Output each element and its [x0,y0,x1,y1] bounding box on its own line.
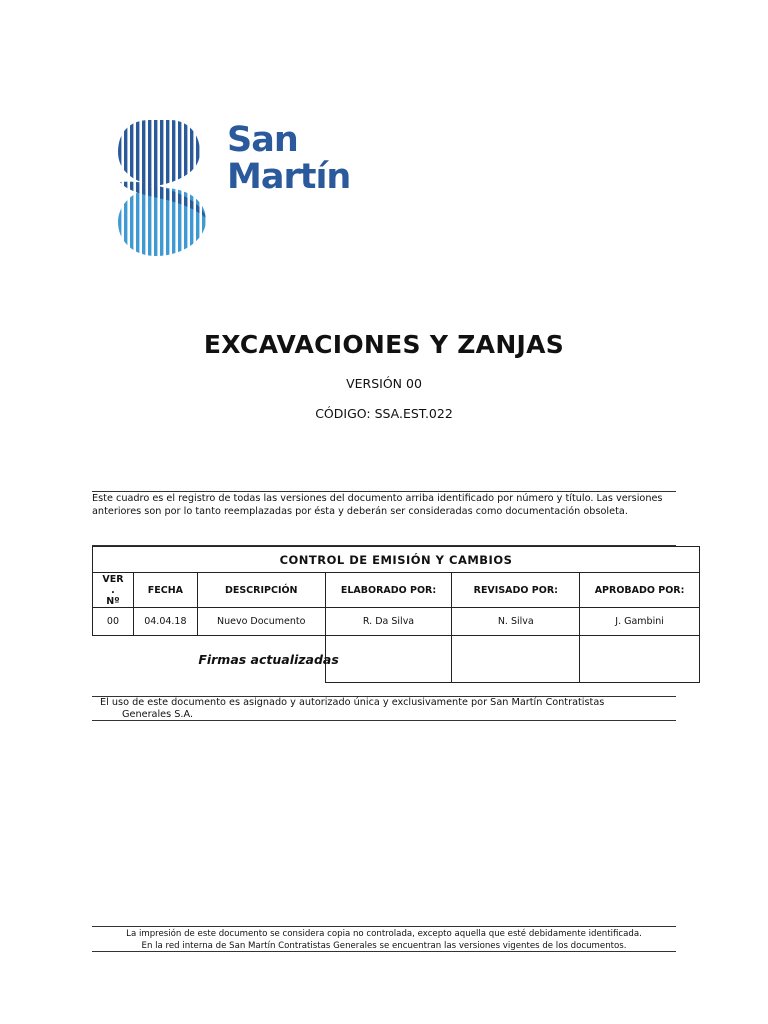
logo-wordmark [227,122,350,196]
logo-line-2: Martín [227,157,351,197]
cell-elaborado: R. Da Silva [325,608,452,636]
footer-notice [92,928,676,952]
document-code: CÓDIGO: SSA.EST.022 [315,406,453,421]
logo-mark-icon [112,116,212,258]
signatures-label-text: Firmas actualizadas [198,651,339,667]
header-ver [93,573,134,608]
table-row [93,608,700,636]
usage-line-2: Generales S.A. [122,709,194,720]
divider [92,491,676,492]
cell-ver: 00 [93,608,134,636]
cell-revisado: N. Silva [452,608,580,636]
divider [92,926,676,927]
cell-descripcion: Nuevo Documento [197,608,325,636]
signature-box-elaborado [325,636,452,683]
divider [92,720,676,721]
usage-line-1: El uso de este documento es asignado y autorizado única y exclusivamente por San Martín Contratistas [100,697,605,708]
emission-control-table [92,546,700,683]
cell-aprobado: J. Gambini [580,608,700,636]
cell-fecha: 04.04.18 [133,608,197,636]
usage-notice [100,697,670,721]
footer-line-1: La impresión de este documento se considera copia no controlada, excepto aquella que esté debidamente identificada. [126,929,642,939]
divider [92,951,676,952]
document-title: EXCAVACIONES Y ZANJAS [203,330,565,359]
signature-box-revisado [452,636,580,683]
header-fecha: FECHA [133,573,197,608]
header-ver-line-2: . [111,584,115,596]
logo-line-1: San [227,120,298,160]
header-elaborado: ELABORADO POR: [325,573,452,608]
company-logo [112,116,372,258]
header-aprobado: APROBADO POR: [580,573,700,608]
table-header-row [93,573,700,608]
header-ver-line-3: Nº [106,595,120,607]
header-ver-line-1: VER [102,573,124,585]
signature-box-aprobado [580,636,700,683]
table-title: CONTROL DE EMISIÓN Y CAMBIOS [93,547,700,573]
signatures-row [93,636,700,683]
footer-line-2: En la red interna de San Martín Contratistas Generales se encuentran las versiones vigentes de los documentos. [141,941,627,951]
intro-text: Este cuadro es el registro de todas las versiones del documento arriba identificado por número y título. Las versiones anteriores son por lo tanto reemplazadas por ésta y deberán ser consideradas como documentación obsoleta. [92,493,663,517]
header-revisado: REVISADO POR: [452,573,580,608]
document-version: VERSIÓN 00 [346,376,422,391]
signatures-label [93,636,339,683]
header-descripcion: DESCRIPCIÓN [197,573,325,608]
